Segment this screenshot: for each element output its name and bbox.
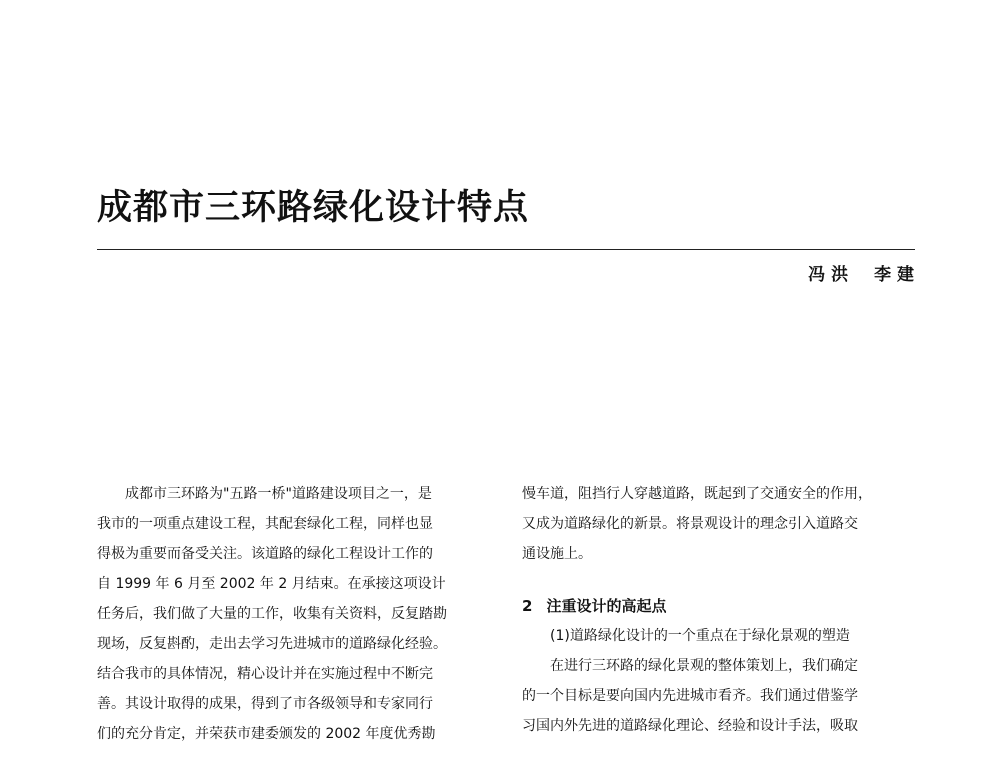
subsection-heading: (1)道路绿化设计的一个重点在于绿化景观的塑造 [550,628,850,644]
text-line: 习国内外先进的道路绿化理论、经验和设计手法，吸取 [522,718,858,734]
author-list [808,260,914,285]
text-line: 们的充分肯定，并荣获市建委颁发的 2002 年度优秀勘 [97,726,436,742]
text-line: 慢车道，阻挡行人穿越道路，既起到了交通安全的作用， [522,486,872,502]
text-line: 通设施上。 [522,546,592,562]
text-line: 又成为道路绿化的新景。将景观设计的理念引入道路交 [522,516,858,532]
text-line: 在进行三环路的绿化景观的整体策划上，我们确定 [550,658,858,674]
text-line: 的一个目标是要向国内先进城市看齐。我们通过借鉴学 [522,688,858,704]
article-title: 成都市三环路绿化设计特点 [97,188,530,228]
section-title: 注重设计的高起点 [546,597,667,615]
section-number: 2 [522,597,533,615]
text-line: 结合我市的具体情况，精心设计并在实施过程中不断完 [97,666,433,682]
text-line: 自 1999 年 6 月至 2002 年 2 月结束。在承接这项设计 [97,576,446,592]
text-line: 现场，反复斟酌，走出去学习先进城市的道路绿化经验。 [97,636,447,652]
left-column [97,479,489,749]
title-divider [97,249,915,250]
author-name: 冯 洪 [808,265,849,285]
author-name: 李 建 [874,265,914,285]
right-column [522,479,914,741]
text-line: 得极为重要而备受关注。该道路的绿化工程设计工作的 [97,546,433,562]
text-line: 我市的一项重点建设工程，其配套绿化工程，同样也显 [97,516,433,532]
section-heading [522,591,914,621]
text-line: 成都市三环路为"五路一桥"道路建设项目之一，是 [125,486,432,502]
text-line: 善。其设计取得的成果，得到了市各级领导和专家同行 [97,696,433,712]
paragraph-gap [522,569,914,591]
text-line: 任务后，我们做了大量的工作，收集有关资料，反复踏勘 [97,606,447,622]
